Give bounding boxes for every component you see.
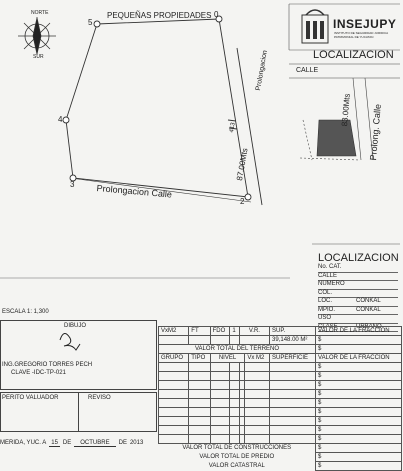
- location-info-row: [318, 315, 398, 324]
- col-vxm2b: Vx M2: [245, 354, 270, 363]
- catastral-label: VALOR CATASTRAL: [208, 463, 265, 469]
- construction-currency: $: [316, 408, 402, 417]
- date-year: 2013: [129, 440, 144, 446]
- total-construcciones-currency: $: [316, 444, 402, 453]
- location-info-row: [318, 298, 398, 307]
- const-header-row: [159, 354, 402, 363]
- plot-polygon: [63, 16, 262, 205]
- col-vr: V.R.: [239, 327, 269, 336]
- construction-row: [159, 381, 402, 390]
- insejupy-logo-icon: [300, 7, 330, 45]
- location-info-label: CALLE: [318, 272, 338, 279]
- scale-label: ESCALA 1: 1,300: [2, 309, 49, 315]
- perito-label: PERITO VALUADOR: [2, 395, 59, 401]
- location-info-row: [318, 307, 398, 316]
- plot-top-label: PEQUEÑAS PROPIEDADES: [107, 11, 212, 20]
- dibujo-title: DIBUJO: [64, 323, 87, 329]
- col-tipo: TIPO: [189, 354, 210, 363]
- construction-currency: $: [316, 426, 402, 435]
- vertex-4: 4: [58, 115, 63, 124]
- construction-row: [159, 363, 402, 372]
- construction-row: [159, 426, 402, 435]
- location-map-street-side: Prolong. Calle: [368, 103, 383, 161]
- vertex-0: 0: [214, 10, 219, 19]
- construction-row: [159, 399, 402, 408]
- catastral-currency: $: [316, 462, 402, 471]
- col-fraccion: VALOR DE LA FRACCION: [316, 327, 402, 336]
- compass-south-label: SUR: [33, 54, 44, 60]
- construction-currency: $: [316, 417, 402, 426]
- location-info-value: CONKAL: [356, 298, 381, 304]
- location-info-label: NUMERO: [318, 281, 345, 287]
- total-terreno-row: [159, 345, 402, 354]
- compass-north-label: NORTE: [31, 10, 49, 16]
- construction-currency: $: [316, 399, 402, 408]
- location-info-label: No. CAT.: [318, 264, 342, 270]
- catastral-row: [159, 462, 402, 471]
- col-one: 1: [230, 327, 239, 336]
- location-info-row: [318, 281, 398, 290]
- location-info-value: CONKAL: [356, 306, 381, 313]
- plot-bottom-label: Prolongacion Calle: [96, 183, 173, 200]
- location-info-value: URBANO: [356, 323, 382, 330]
- sup-value: 39,148.00 M²: [270, 336, 316, 345]
- total-terreno-currency: $: [316, 345, 402, 354]
- location-info-label: USO: [318, 315, 332, 321]
- total-predio-label: VALOR TOTAL DE PREDIO: [199, 454, 275, 460]
- total-terreno-label: VALOR TOTAL DEL TERRENO: [159, 345, 316, 354]
- plot-right-dimension: 87.00Mts: [235, 147, 250, 182]
- compass-rose-icon: [18, 17, 56, 55]
- location-info-label: COL.: [318, 289, 333, 296]
- date-line: [0, 440, 143, 447]
- location-info-label: LOC.: [318, 298, 333, 304]
- col-sup: SUP.: [270, 327, 316, 336]
- col-grupo: GRUPO: [159, 354, 189, 363]
- vertex-5: 5: [88, 18, 93, 27]
- location-info-list: [318, 264, 398, 332]
- col-fraccion-b: VALOR DE LA FRACCION: [316, 354, 402, 363]
- plot-area-mark: 413: [229, 122, 237, 134]
- location-info-row: [318, 290, 398, 299]
- col-ft: FT: [189, 327, 210, 336]
- valuation-sup-row: [159, 336, 402, 345]
- construction-currency: $: [316, 363, 402, 372]
- reviso-label: REVISO: [88, 395, 111, 401]
- construction-currency: $: [316, 390, 402, 399]
- date-prefix: MERIDA, YUC. A: [0, 440, 47, 446]
- perito-divider: [78, 392, 79, 432]
- location-map-title: LOCALIZACION: [313, 49, 394, 61]
- col-nivel: NIVEL: [210, 354, 245, 363]
- construction-row: [159, 417, 402, 426]
- location-info-row: [318, 264, 398, 273]
- vertex-2: 2: [240, 197, 245, 206]
- date-de2: DE: [118, 440, 127, 446]
- construction-row: [159, 435, 402, 444]
- construction-currency: $: [316, 381, 402, 390]
- location-map-dimension: 83.00Mts: [340, 93, 352, 127]
- total-construcciones-row: [159, 444, 402, 453]
- date-day: 15: [51, 440, 58, 446]
- construction-currency: $: [316, 435, 402, 444]
- org-subtitle: INSTITUTO DE SEGURIDAD JURIDICA PATRIMONIAL DE YUCATAN: [334, 31, 388, 39]
- construction-row: [159, 390, 402, 399]
- vertex-3: 3: [70, 180, 75, 189]
- dibujo-box: [0, 320, 157, 390]
- plot-right-label: Prolongacion: [255, 49, 269, 92]
- total-predio-currency: $: [316, 453, 402, 462]
- construction-currency: $: [316, 372, 402, 381]
- date-de1: DE: [62, 440, 72, 446]
- total-construcciones-label: VALOR TOTAL DE CONSTRUCCIONES: [182, 445, 292, 452]
- sup-currency: $: [316, 336, 402, 345]
- location-info-row: [318, 273, 398, 282]
- date-month: OCTUBRE: [74, 440, 115, 447]
- col-fdo: FDO: [210, 327, 230, 336]
- valuation-header-row: [159, 327, 402, 336]
- valuation-table: [158, 323, 402, 471]
- dibujo-name: ING.GREGORIO TORRES PECH: [2, 362, 93, 368]
- location-map-street-top: CALLE: [296, 67, 319, 74]
- location-info-title: LOCALIZACION: [318, 252, 399, 264]
- col-vxm2: VxM2: [159, 327, 189, 336]
- org-name: INSEJUPY: [333, 17, 397, 31]
- col-superficie: SUPERFICIE: [270, 354, 316, 363]
- construction-row: [159, 408, 402, 417]
- construction-row: [159, 372, 402, 381]
- location-info-label: MPIO.: [318, 306, 336, 313]
- location-info-label: CLASE: [318, 323, 338, 330]
- dibujo-clave: CLAVE -IDC-TP-021: [11, 370, 66, 376]
